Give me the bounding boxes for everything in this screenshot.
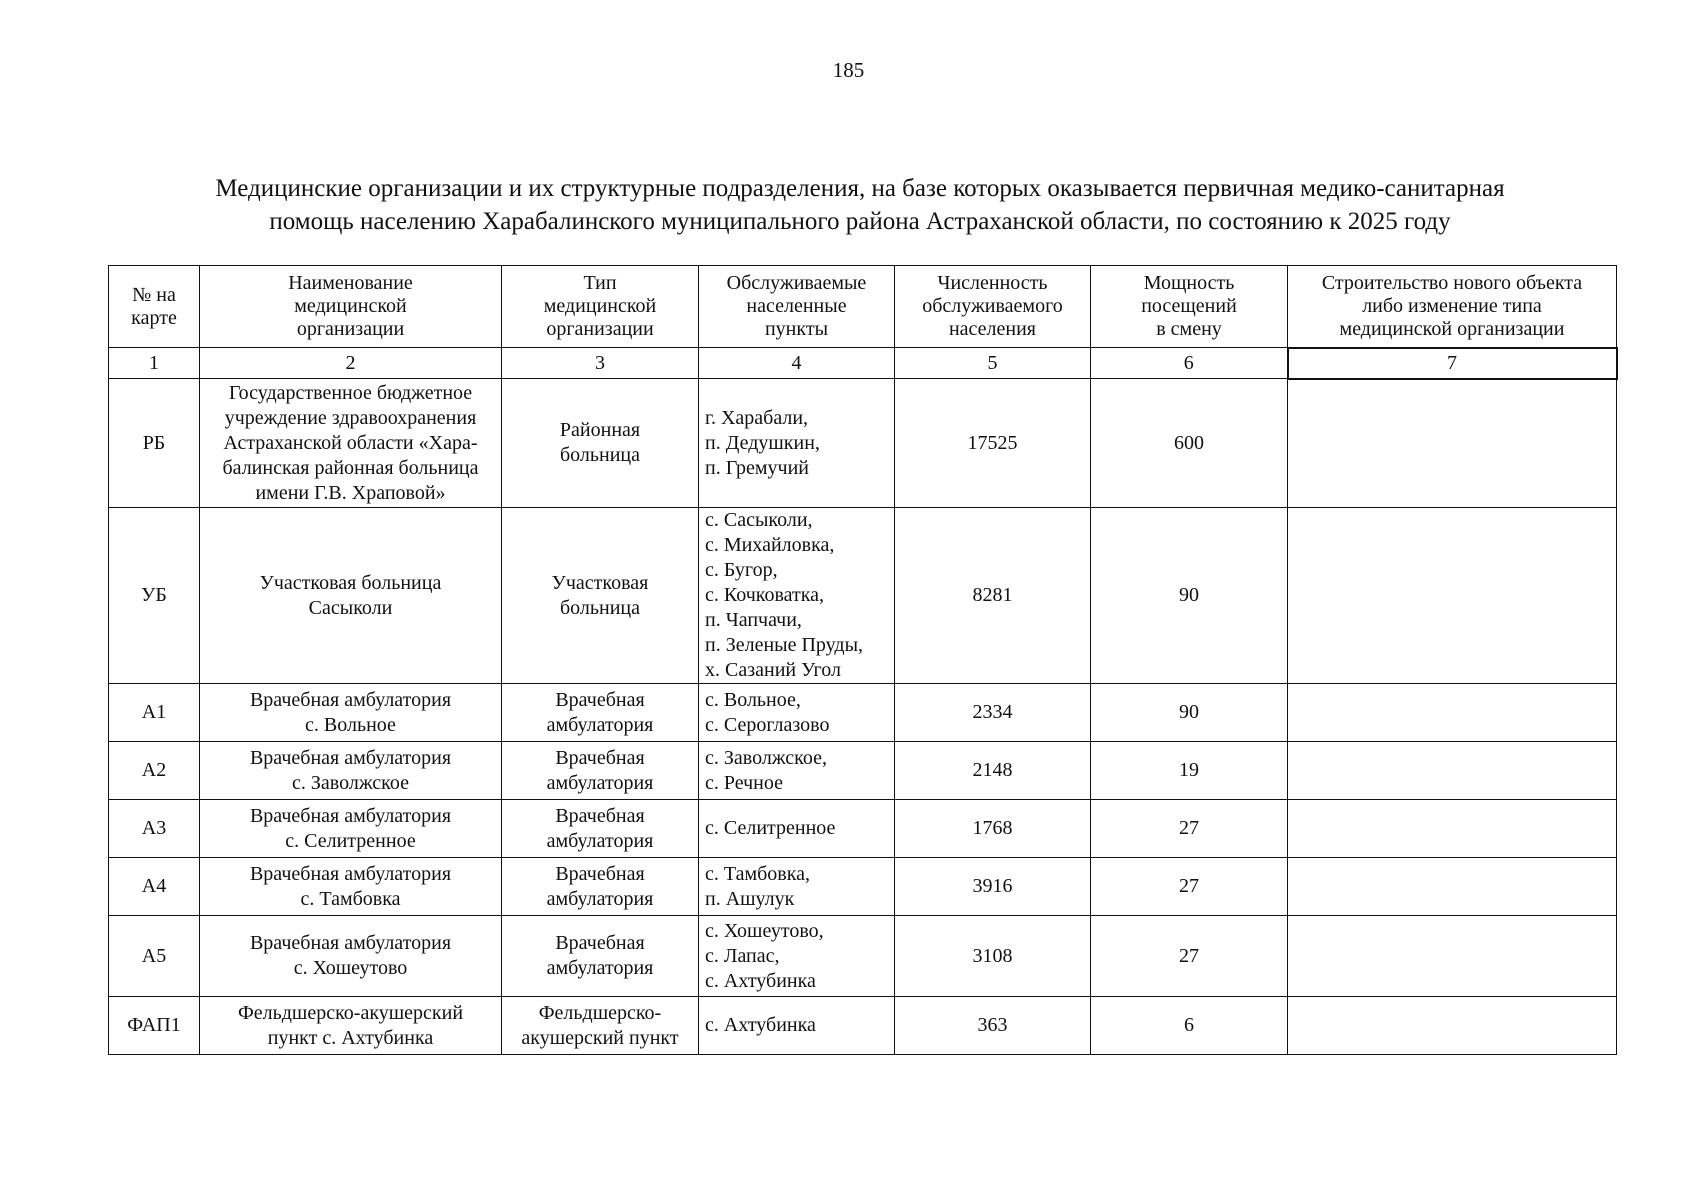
cell-line: Врачебная амбулатория bbox=[249, 688, 452, 711]
cell-line: Врачебная bbox=[555, 862, 645, 885]
cell-line: с. Хошеутово bbox=[293, 957, 408, 979]
map-number-cell: А3 bbox=[109, 800, 200, 858]
population-cell: 3108 bbox=[895, 916, 1091, 997]
population-cell: 2334 bbox=[895, 684, 1091, 742]
cell-line: Врачебная амбулатория bbox=[249, 932, 452, 954]
org-name-cell bbox=[200, 916, 502, 997]
cell-line: п. Зеленые Пруды, bbox=[705, 634, 864, 656]
construction-cell bbox=[1288, 997, 1617, 1055]
column-number: 2 bbox=[200, 348, 502, 379]
population-cell: 3916 bbox=[895, 858, 1091, 916]
cell-line: с. Сероглазово bbox=[705, 713, 830, 736]
construction-cell bbox=[1288, 508, 1617, 684]
cell-line: акушерский пункт bbox=[521, 1026, 679, 1049]
table-row bbox=[109, 684, 1617, 742]
org-type-cell bbox=[502, 742, 699, 800]
header-map-number bbox=[109, 266, 200, 348]
cell-line: больница bbox=[560, 444, 640, 466]
cell-line: Численность bbox=[937, 272, 1048, 294]
capacity-cell: 27 bbox=[1091, 916, 1288, 997]
column-number: 6 bbox=[1091, 348, 1288, 379]
map-number-cell: А2 bbox=[109, 742, 200, 800]
header-served-places bbox=[699, 266, 895, 348]
map-number-cell: РБ bbox=[109, 379, 200, 508]
org-name-cell bbox=[200, 997, 502, 1055]
construction-cell bbox=[1288, 916, 1617, 997]
header-capacity bbox=[1091, 266, 1288, 348]
population-cell: 17525 bbox=[895, 379, 1091, 508]
cell-line: Врачебная bbox=[555, 746, 645, 769]
cell-line: п. Дедушкин, bbox=[705, 431, 820, 454]
capacity-cell: 90 bbox=[1091, 684, 1288, 742]
cell-line: Врачебная амбулатория bbox=[249, 862, 452, 885]
table-row bbox=[109, 997, 1617, 1055]
population-cell: 8281 bbox=[895, 508, 1091, 684]
population-cell: 1768 bbox=[895, 800, 1091, 858]
table-row bbox=[109, 916, 1617, 997]
cell-line: с. Кочковатка, bbox=[705, 584, 825, 606]
org-type-cell bbox=[502, 379, 699, 508]
cell-line: Строительство нового объекта bbox=[1321, 271, 1583, 294]
cell-line: с. Вольное, bbox=[705, 688, 801, 711]
population-cell: 2148 bbox=[895, 742, 1091, 800]
org-name-cell bbox=[200, 800, 502, 858]
cell-line: с. Селитренное bbox=[285, 829, 416, 852]
org-name-cell bbox=[200, 508, 502, 684]
map-number-cell: УБ bbox=[109, 508, 200, 684]
table-row bbox=[109, 508, 1617, 684]
cell-line: медицинской bbox=[294, 295, 407, 317]
capacity-cell: 6 bbox=[1091, 997, 1288, 1055]
table-row bbox=[109, 742, 1617, 800]
title-line: помощь населению Харабалинского муниципального района Астраханской области, по состоянию к 2025 году bbox=[269, 208, 1451, 235]
map-number-cell: А5 bbox=[109, 916, 200, 997]
cell-line: амбулатория bbox=[546, 887, 654, 910]
map-number-cell: А1 bbox=[109, 684, 200, 742]
column-number: 3 bbox=[502, 348, 699, 379]
table-row bbox=[109, 800, 1617, 858]
cell-line: с. Ахтубинка bbox=[705, 969, 816, 992]
cell-line: Астраханской области «Хара- bbox=[223, 431, 478, 454]
cell-line: карте bbox=[131, 306, 177, 329]
table-row bbox=[109, 858, 1617, 916]
column-number: 7 bbox=[1288, 348, 1617, 379]
cell-line: Фельдшерско- bbox=[538, 1001, 662, 1024]
cell-line: с. Вольное bbox=[305, 713, 396, 736]
org-name-cell bbox=[200, 379, 502, 508]
page-number: 185 bbox=[832, 58, 865, 82]
header-construction bbox=[1288, 266, 1617, 348]
column-number: 4 bbox=[699, 348, 895, 379]
column-number: 5 bbox=[895, 348, 1091, 379]
cell-line: Врачебная bbox=[555, 688, 645, 711]
medical-organizations-table bbox=[108, 265, 1618, 1055]
cell-line: имени Г.В. Храповой» bbox=[255, 481, 446, 504]
construction-cell bbox=[1288, 684, 1617, 742]
org-name-cell bbox=[200, 684, 502, 742]
served-places-cell bbox=[699, 684, 895, 742]
cell-line: п. Ашулук bbox=[705, 887, 795, 910]
capacity-cell: 90 bbox=[1091, 508, 1288, 684]
cell-line: с. Хошеутово, bbox=[705, 919, 824, 942]
cell-line: посещений bbox=[1141, 295, 1237, 317]
cell-line: амбулатория bbox=[546, 771, 654, 794]
cell-line: с. Лапас, bbox=[705, 944, 780, 967]
population-cell: 363 bbox=[895, 997, 1091, 1055]
cell-line: Сасыколи bbox=[308, 596, 393, 619]
org-type-cell bbox=[502, 858, 699, 916]
cell-line: населения bbox=[948, 318, 1037, 340]
header-population bbox=[895, 266, 1091, 348]
construction-cell bbox=[1288, 858, 1617, 916]
cell-line: № на bbox=[132, 283, 176, 306]
cell-line: с. Заволжское, bbox=[705, 746, 827, 769]
cell-line: Врачебная bbox=[555, 932, 645, 954]
cell-line: Фельдшерско-акушерский bbox=[237, 1001, 464, 1024]
served-places-cell bbox=[699, 997, 895, 1055]
cell-line: с. Тамбовка bbox=[300, 887, 401, 910]
cell-line: Наименование bbox=[288, 272, 413, 294]
served-places-cell bbox=[699, 800, 895, 858]
served-places-cell bbox=[699, 858, 895, 916]
cell-line: Врачебная амбулатория bbox=[249, 804, 452, 827]
cell-line: с. Михайловка, bbox=[705, 534, 835, 556]
capacity-cell: 19 bbox=[1091, 742, 1288, 800]
capacity-cell: 600 bbox=[1091, 379, 1288, 508]
cell-line: амбулатория bbox=[546, 957, 654, 979]
cell-line: с. Речное bbox=[705, 771, 783, 794]
cell-line: х. Сазаний Угол bbox=[705, 659, 841, 681]
cell-line: с. Сасыколи, bbox=[705, 509, 813, 531]
served-places-cell bbox=[699, 379, 895, 508]
served-places-cell bbox=[699, 742, 895, 800]
capacity-cell: 27 bbox=[1091, 800, 1288, 858]
cell-line: амбулатория bbox=[546, 713, 654, 736]
cell-line: обслуживаемого bbox=[922, 295, 1063, 317]
cell-line: с. Селитренное bbox=[705, 817, 836, 839]
cell-line: Районная bbox=[559, 419, 641, 441]
cell-line: с. Тамбовка, bbox=[705, 862, 811, 885]
cell-line: в смену bbox=[1156, 318, 1222, 340]
header-org-type bbox=[502, 266, 699, 348]
header-org-name bbox=[200, 266, 502, 348]
cell-line: Врачебная амбулатория bbox=[249, 746, 452, 769]
column-number: 1 bbox=[109, 348, 200, 379]
cell-line: медицинской bbox=[543, 295, 657, 317]
cell-line: балинская районная больница bbox=[222, 456, 479, 479]
cell-line: Участковая больница bbox=[259, 571, 442, 594]
table-row bbox=[109, 379, 1617, 508]
cell-line: пункт с. Ахтубинка bbox=[267, 1026, 434, 1049]
cell-line: п. Чапчачи, bbox=[705, 609, 802, 631]
org-name-cell bbox=[200, 742, 502, 800]
document-title bbox=[110, 172, 1610, 238]
org-type-cell bbox=[502, 508, 699, 684]
cell-line: больница bbox=[560, 596, 640, 619]
cell-line: Тип bbox=[583, 272, 617, 294]
cell-line: с. Бугор, bbox=[705, 559, 778, 581]
construction-cell bbox=[1288, 800, 1617, 858]
capacity-cell: 27 bbox=[1091, 858, 1288, 916]
served-places-cell bbox=[699, 916, 895, 997]
cell-line: Врачебная bbox=[555, 804, 645, 827]
cell-line: с. Ахтубинка bbox=[705, 1014, 816, 1036]
org-type-cell bbox=[502, 800, 699, 858]
title-line: Медицинские организации и их структурные подразделения, на базе которых оказывается первичная медико-санитарная bbox=[215, 175, 1505, 202]
cell-line: г. Харабали, bbox=[705, 406, 809, 429]
construction-cell bbox=[1288, 379, 1617, 508]
cell-line: учреждение здравоохранения bbox=[224, 406, 477, 429]
cell-line: Государственное бюджетное bbox=[228, 381, 473, 404]
org-type-cell bbox=[502, 997, 699, 1055]
construction-cell bbox=[1288, 742, 1617, 800]
cell-line: Обслуживаемые bbox=[726, 272, 867, 294]
cell-line: населенные bbox=[746, 295, 847, 317]
cell-line: Мощность bbox=[1143, 272, 1235, 294]
cell-line: медицинской организации bbox=[1339, 317, 1565, 340]
cell-line: п. Гремучий bbox=[705, 456, 810, 479]
map-number-cell: А4 bbox=[109, 858, 200, 916]
cell-line: организации bbox=[546, 318, 654, 340]
org-name-cell bbox=[200, 858, 502, 916]
org-type-cell bbox=[502, 684, 699, 742]
table-header-row bbox=[109, 266, 1617, 348]
column-number-row bbox=[109, 348, 1617, 379]
cell-line: Участковая bbox=[551, 571, 649, 594]
cell-line: амбулатория bbox=[546, 829, 654, 852]
cell-line: пункты bbox=[764, 318, 829, 340]
org-type-cell bbox=[502, 916, 699, 997]
cell-line: с. Заволжское bbox=[292, 771, 409, 794]
cell-line: либо изменение типа bbox=[1362, 294, 1542, 317]
map-number-cell: ФАП1 bbox=[109, 997, 200, 1055]
cell-line: организации bbox=[296, 318, 405, 340]
served-places-cell bbox=[699, 508, 895, 684]
